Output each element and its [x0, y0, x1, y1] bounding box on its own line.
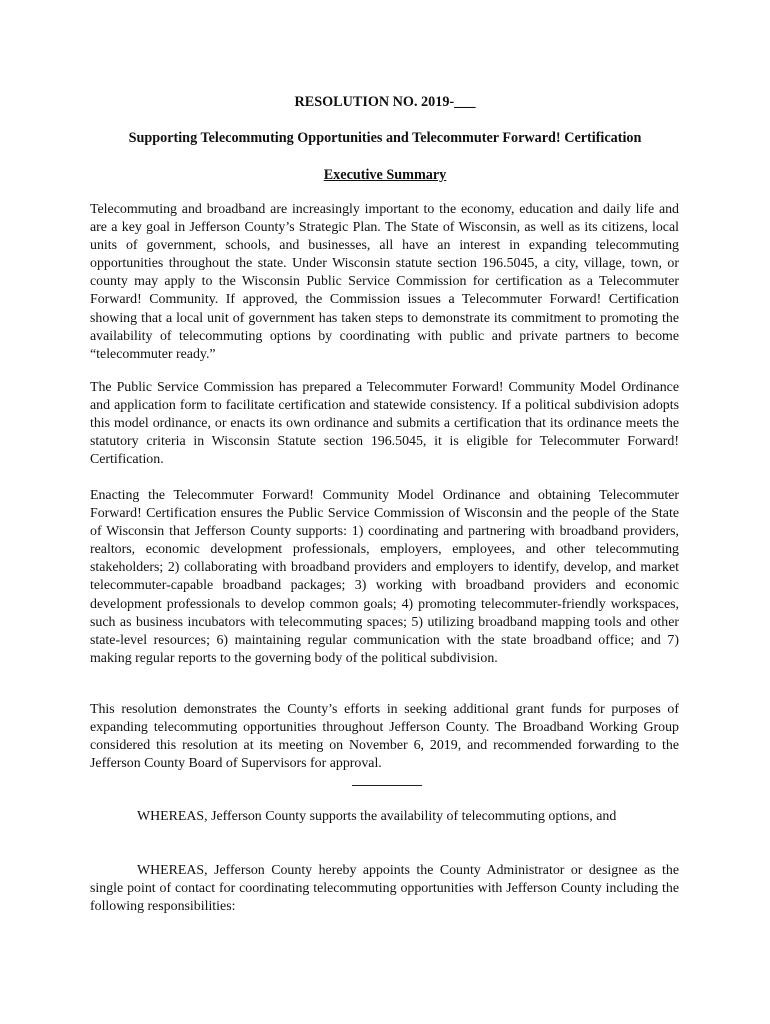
section-divider [352, 785, 422, 786]
summary-paragraph-4: This resolution demonstrates the County’s efforts in seeking additional grant funds for purposes of expanding telecommuting opportunities throughout Jefferson County. The Broadband Working Group considered this resolution at its meeting on November 6, 2019, and recommended forwarding to the Jefferson County Board of Supervisors for approval. [90, 702, 679, 772]
summary-paragraph-3: Enacting the Telecommuter Forward! Community Model Ordinance and obtaining Telecommuter Forward! Certification ensures the Public Service Commission of Wisconsin and the people of the State of Wisconsin that Jefferson County supports: 1) coordinating and partnering with broadband providers, realtors, economic development professionals, employers, employees, and other telecommuting stakeholders; 2) collaborating with broadband providers and employers to identify, develop, and market telecommuter-capable broadband packages; 3) working with broadband providers and economic development professionals to develop common goals; 4) promoting telecommuter-friendly workspaces, such as business incubators with telecommuting spaces; 5) utilizing broadband mapping tools and other state-level resources; 6) maintaining regular communication with the state broadband office; and 7) making regular reports to the governing body of the political subdivision. [90, 488, 679, 666]
whereas-clause-2: WHEREAS, Jefferson County hereby appoints the County Administrator or designee as the single point of contact for coordinating telecommuting opportunities with Jefferson County including the following responsibilities: [90, 863, 679, 915]
resolution-subtitle: Supporting Telecommuting Opportunities and Telecommuter Forward! Certification [128, 130, 642, 146]
summary-paragraph-2: The Public Service Commission has prepared a Telecommuter Forward! Community Model Ordinance and application form to facilitate certification and statewide consistency. If a political subdivision adopts this model ordinance, or enacts its own ordinance and submits a certification that its ordinance meets the statutory criteria in Wisconsin Statute section 196.5045, it is eligible for Telecommuter Forward! Certification. [90, 380, 679, 468]
summary-paragraph-1: Telecommuting and broadband are increasingly important to the economy, education and daily life and are a key goal in Jefferson County’s Strategic Plan. The State of Wisconsin, as well as its citizens, local units of government, schools, and businesses, all have an interest in expanding telecommuting opportunities throughout the state. Under Wisconsin statute section 196.5045, a city, village, town, or county may apply to the Wisconsin Public Service Commission for certification as a Telecommuter Forward! Community. If approved, the Commission issues a Telecommuter Forward! Certification showing that a local unit of government has taken steps to demonstrate its commitment to promoting the availability of telecommuting options by coordinating with public and private partners to become “telecommuter ready.” [90, 202, 679, 362]
resolution-title: RESOLUTION NO. 2019-___ [294, 94, 476, 110]
executive-summary-heading: Executive Summary [323, 167, 447, 183]
whereas-clause-1: WHEREAS, Jefferson County supports the availability of telecommuting options, and [137, 809, 617, 824]
